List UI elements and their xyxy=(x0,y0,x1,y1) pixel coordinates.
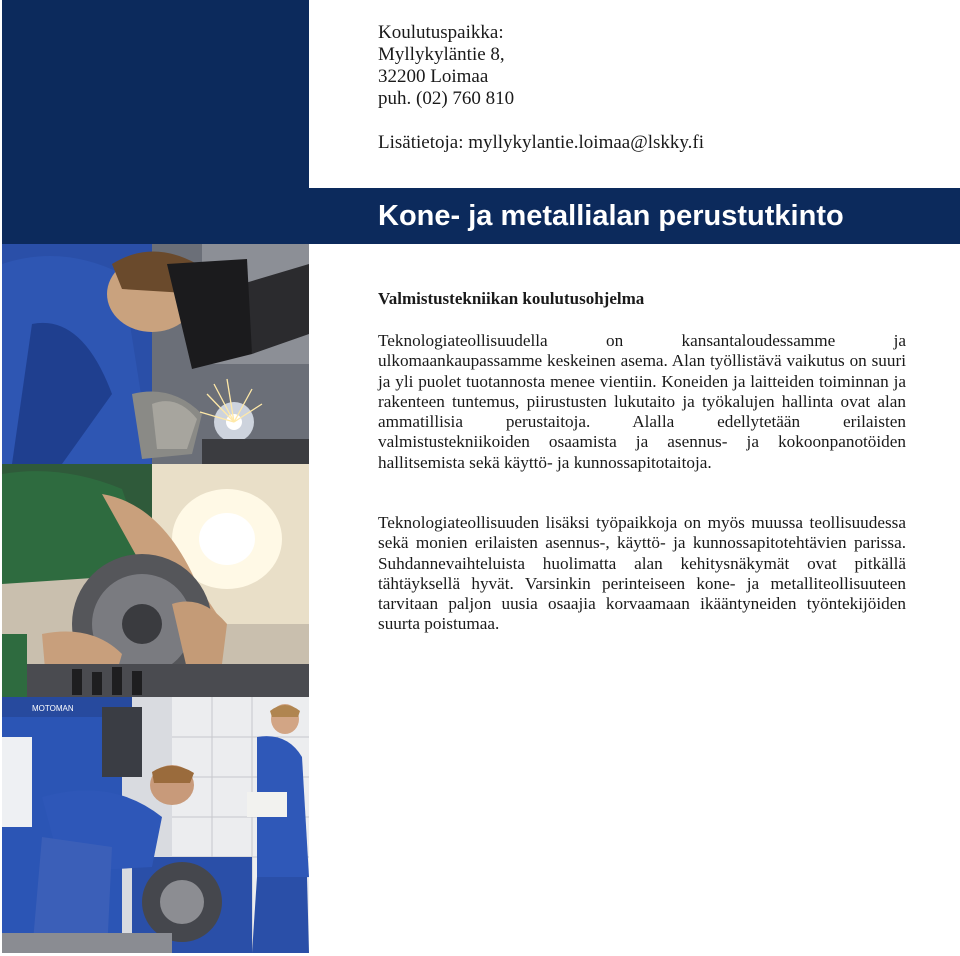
robot-brand-label: MOTOMAN xyxy=(32,704,74,713)
section-subheading: Valmistustekniikan koulutusohjelma xyxy=(378,289,645,308)
welding-photo-image xyxy=(2,244,309,464)
contact-line: 32200 Loimaa xyxy=(378,66,489,87)
contact-line: Myllykyläntie 8, xyxy=(378,44,505,65)
robot-photo-image xyxy=(2,697,309,953)
machining-photo-image xyxy=(2,464,309,697)
body-paragraph-1: Teknologiateollisuudella on kansantaloudessamme ja ulkomaankaupassamme keskeinen asema. Alan työllistävä vaikutus on suuri ja yli puolet tuotannosta menee vientiin. Koneiden ja laitteiden toiminnan ja rakenteen tuntemus, piirustusten lukutaito ja työkalujen hallinta ovat alan ammatillisia perustaitoja. Alalla edellytetään erilaisten valmistustekniikoiden osaamista ja asennus- ja kokoonpanotöiden hallitsemista sekä käyttö- ja kunnossapitotaitoja. xyxy=(378,331,906,472)
contact-line: puh. (02) 760 810 xyxy=(378,88,515,109)
contact-email: Lisätietoja: myllykylantie.loimaa@lskky.fi xyxy=(378,132,705,153)
page-title: Kone- ja metallialan perustutkinto xyxy=(378,200,844,232)
photo-machining xyxy=(2,464,309,697)
body-paragraph-2: Teknologiateollisuuden lisäksi työpaikkoja on myös muussa teollisuudessa sekä monien erilaisten asennus-, käyttö- ja kunnossapitotehtävien parissa. Suhdannevaihteluista huolimatta alan kehitysnäkymät ovat pitkällä tähtäyksellä hyvät. Varsinkin perinteiseen kone- ja metalliteollisuuteen tarvitaan paljon uusia osaajia korvaamaan ikääntyneiden työntekijöiden suurta poistumaa. xyxy=(378,513,906,634)
contact-line: Koulutuspaikka: xyxy=(378,22,504,43)
photo-robot xyxy=(2,697,309,953)
photo-welding xyxy=(2,244,309,464)
header-navy-block xyxy=(2,0,309,188)
contact-info xyxy=(378,22,704,154)
